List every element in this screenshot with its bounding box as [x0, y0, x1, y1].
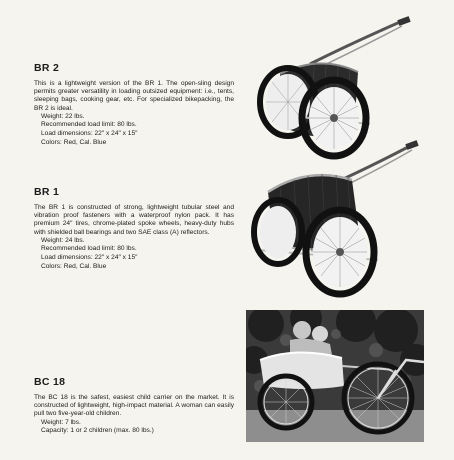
bc18-section	[34, 376, 234, 436]
spec-dimensions: Load dimensions: 22″ x 24″ x 15″	[41, 254, 138, 261]
bc18-specs	[34, 419, 234, 436]
spec-colors: Colors: Red, Cal. Blue	[41, 262, 107, 270]
spec-weight: Weight: 24 lbs.	[41, 236, 85, 244]
br1-section	[34, 186, 234, 271]
spec-load-limit: Recommended load limit: 80 lbs.	[41, 121, 137, 129]
spec-weight: Weight: 22 lbs.	[41, 112, 85, 120]
br2-section	[34, 62, 234, 147]
spec-weight: Weight: 7 lbs.	[41, 418, 81, 426]
br1-description: The BR 1 is constructed of strong, lightweight tubular steel and vibration proof fasteners with a waterproof nylon pack. It has premium 24″ tires, chrome-plated spoke wheels, heavy-duty hubs with shielded ball bearings and two SAE class (A) reflectors.	[34, 204, 234, 236]
bc18-description: The BC 18 is the safest, easiest child carrier on the market. It is constructed of lightweight, high-impact material. A woman can easily pull two five-year-old children.	[34, 394, 234, 418]
br1-trailer-image	[248, 140, 428, 300]
br1-title: BR 1	[34, 186, 60, 198]
br2-description: This is a lightweight version of the BR 1. The open-sling design permits greater versatility in loading outsized equipment: i.e., tents, sleeping bags, cooking gear, etc. For specialized bikepacking, the BR 2 is ideal.	[34, 80, 234, 112]
spec-capacity: Capacity: 1 or 2 children (max. 80 lbs.)	[41, 427, 154, 435]
bc18-child-carrier-photo	[246, 310, 424, 442]
bc18-photo-image	[246, 310, 424, 442]
bc18-title: BC 18	[34, 376, 66, 388]
spec-dimensions: Load dimensions: 22″ x 24″ x 15″	[41, 130, 138, 137]
spec-colors: Colors: Red, Cal. Blue	[41, 138, 107, 146]
br1-specs	[34, 237, 234, 271]
br2-title: BR 2	[34, 62, 60, 74]
spec-load-limit: Recommended load limit: 80 lbs.	[41, 245, 137, 253]
br2-specs	[34, 113, 234, 147]
